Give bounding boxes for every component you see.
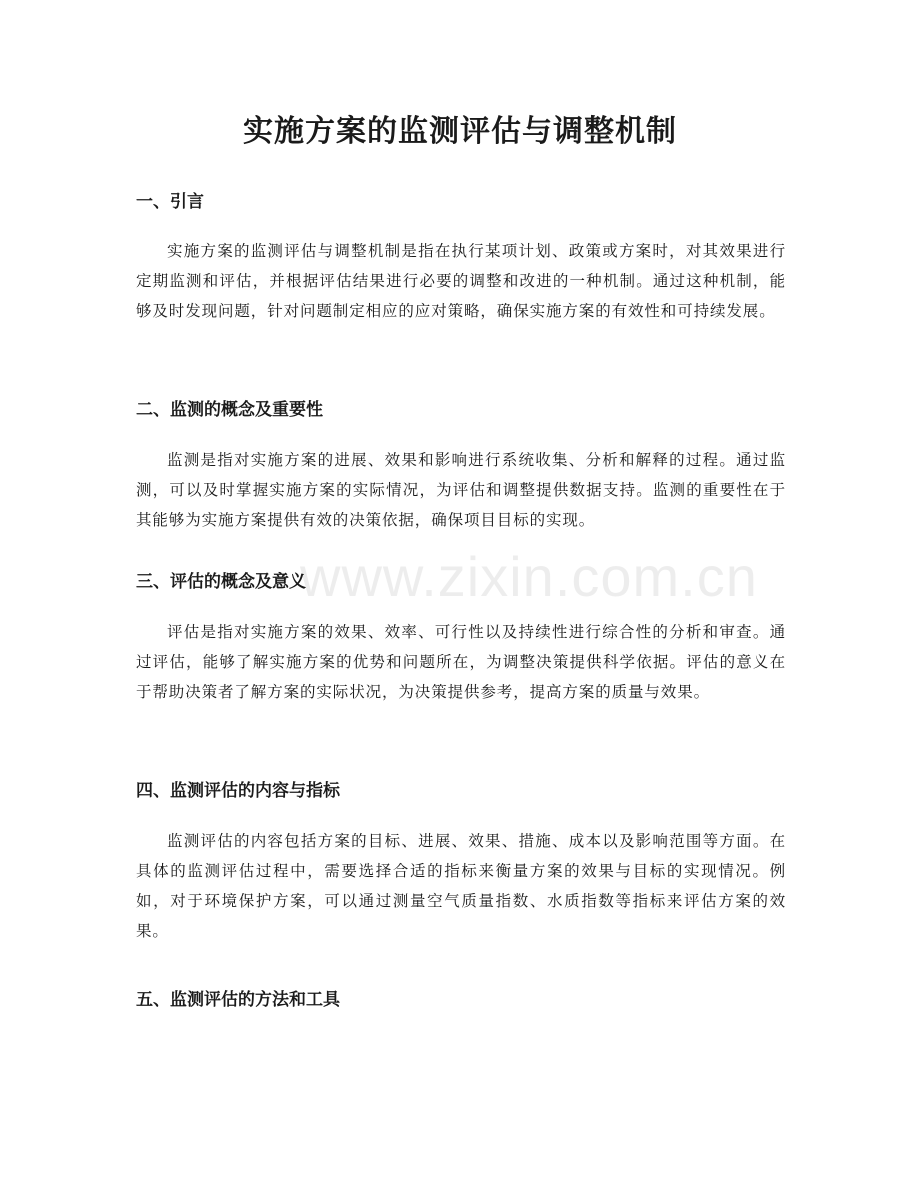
section-heading-monitoring-concept: 二、监测的概念及重要性 xyxy=(136,400,323,420)
section-paragraph-monitoring-concept: 监测是指对实施方案的进展、效果和影响进行系统收集、分析和解释的过程。通过监测，可以及时掌握实施方案的实际情况，为评估和调整提供数据支持。监测的重要性在于其能够为实施方案提供有效的决策依据，确保项目目标的实现。 xyxy=(136,451,786,529)
section-paragraph-introduction: 实施方案的监测评估与调整机制是指在执行某项计划、政策或方案时，对其效果进行定期监测和评估，并根据评估结果进行必要的调整和改进的一种机制。通过这种机制，能够及时发现问题，针对问题制定相应的应对策略，确保实施方案的有效性和可持续发展。 xyxy=(136,242,786,320)
section-heading-evaluation-concept: 三、评估的概念及意义 xyxy=(136,572,306,592)
section-paragraph-evaluation-concept: 评估是指对实施方案的效果、效率、可行性以及持续性进行综合性的分析和审查。通过评估，能够了解实施方案的优势和问题所在，为调整决策提供科学依据。评估的意义在于帮助决策者了解方案的实际状况，为决策提供参考，提高方案的质量与效果。 xyxy=(136,623,786,701)
section-paragraph-content-indicators: 监测评估的内容包括方案的目标、进展、效果、措施、成本以及影响范围等方面。在具体的监测评估过程中，需要选择合适的指标来衡量方案的效果与目标的实现情况。例如，对于环境保护方案，可以通过测量空气质量指数、水质指数等指标来评估方案的效果。 xyxy=(136,832,786,940)
section-heading-content-indicators: 四、监测评估的内容与指标 xyxy=(136,781,340,801)
watermark-text: www.zixin.com.cn xyxy=(300,545,758,608)
section-heading-methods-tools: 五、监测评估的方法和工具 xyxy=(136,990,340,1010)
section-heading-introduction: 一、引言 xyxy=(136,192,204,212)
page-title: 实施方案的监测评估与调整机制 xyxy=(243,114,677,149)
